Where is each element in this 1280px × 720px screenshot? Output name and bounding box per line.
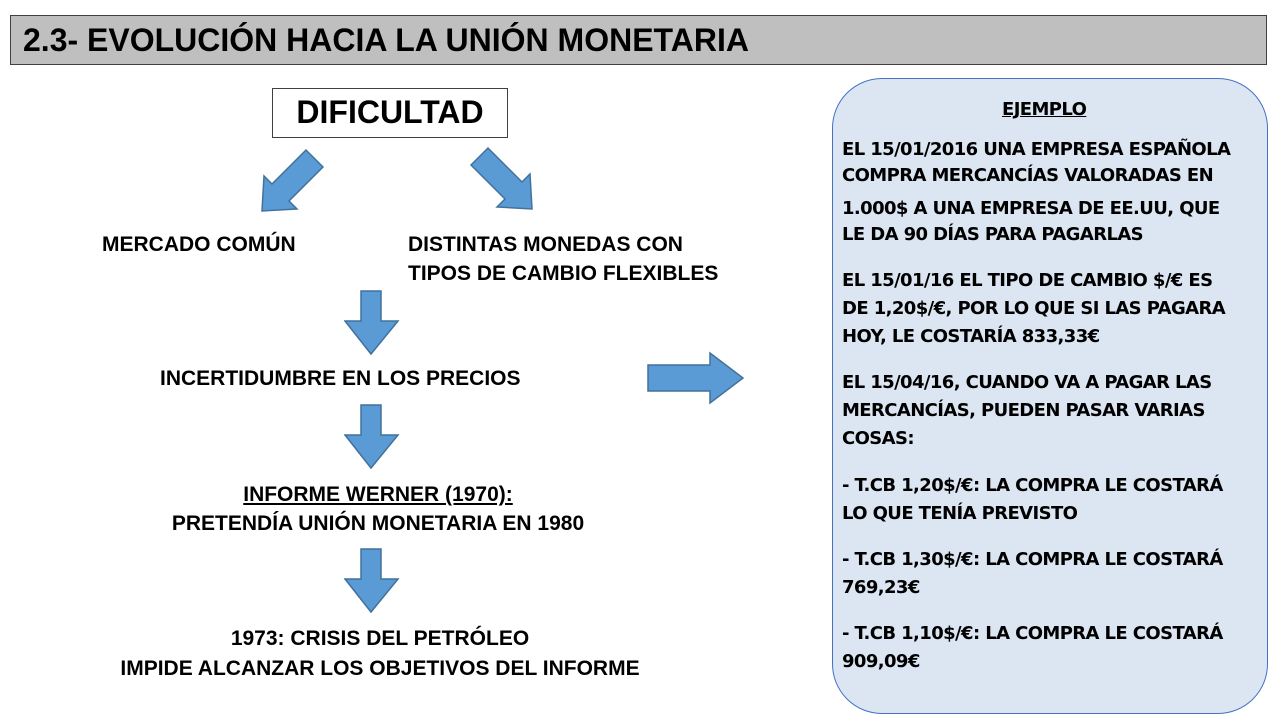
example-heading: EJEMPLO: [1002, 99, 1087, 120]
example-p1-line1: EL 15/01/2016 UNA EMPRESA ESPAÑOLA: [842, 139, 1231, 160]
example-p6-line2: 909,09€: [842, 651, 920, 672]
title-bar: [10, 15, 1267, 65]
example-p4-line2: LO QUE TENÍA PREVISTO: [842, 503, 1078, 524]
example-p5-line1: - T.CB 1,30$/€: LA COMPRA LE COSTARÁ: [842, 549, 1223, 570]
arrow-down-icon: [344, 548, 400, 614]
arrow-down-left-icon: [256, 148, 326, 214]
crisis-line1: 1973: CRISIS DEL PETRÓLEO: [230, 627, 530, 650]
example-p1-line3: 1.000$ A UNA EMPRESA DE EE.UU, QUE: [842, 198, 1220, 219]
example-p2-line2: DE 1,20$/€, POR LO QUE SI LAS PAGARA: [842, 298, 1226, 319]
distintas-monedas-line1: DISTINTAS MONEDAS CON: [408, 233, 683, 256]
slide-title: 2.3- EVOLUCIÓN HACIA LA UNIÓN MONETARIA: [23, 22, 749, 58]
dificultad-label: DIFICULTAD: [296, 94, 484, 130]
example-p3-line2: MERCANCÍAS, PUEDEN PASAR VARIAS: [842, 400, 1205, 421]
example-p3-line1: EL 15/04/16, CUANDO VA A PAGAR LAS: [842, 372, 1212, 393]
example-p1-line2: COMPRA MERCANCÍAS VALORADAS EN: [842, 165, 1214, 186]
example-p2-line1: EL 15/01/16 EL TIPO DE CAMBIO $/€ ES: [842, 270, 1213, 291]
arrow-down-right-icon: [468, 146, 538, 212]
incertidumbre-label: INCERTIDUMBRE EN LOS PRECIOS: [160, 367, 521, 390]
example-p6-line1: - T.CB 1,10$/€: LA COMPRA LE COSTARÁ: [842, 623, 1223, 644]
example-p2-line3: HOY, LE COSTARÍA 833,33€: [842, 326, 1100, 347]
distintas-monedas-line2: TIPOS DE CAMBIO FLEXIBLES: [408, 262, 719, 285]
werner-line1: INFORME WERNER (1970):: [243, 483, 513, 506]
example-p5-line2: 769,23€: [842, 577, 920, 598]
arrow-down-icon: [344, 404, 400, 470]
arrow-down-icon: [344, 290, 400, 356]
example-p1-line4: LE DA 90 DÍAS PARA PAGARLAS: [842, 224, 1144, 245]
crisis-line2: IMPIDE ALCANZAR LOS OBJETIVOS DEL INFORME: [120, 657, 640, 680]
dificultad-box: [272, 88, 508, 138]
example-p3-line3: COSAS:: [842, 428, 914, 449]
example-p4-line1: - T.CB 1,20$/€: LA COMPRA LE COSTARÁ: [842, 475, 1223, 496]
arrow-right-icon: [646, 351, 746, 405]
werner-line2: PRETENDÍA UNIÓN MONETARIA EN 1980: [171, 512, 585, 535]
mercado-comun-label: MERCADO COMÚN: [102, 233, 296, 256]
